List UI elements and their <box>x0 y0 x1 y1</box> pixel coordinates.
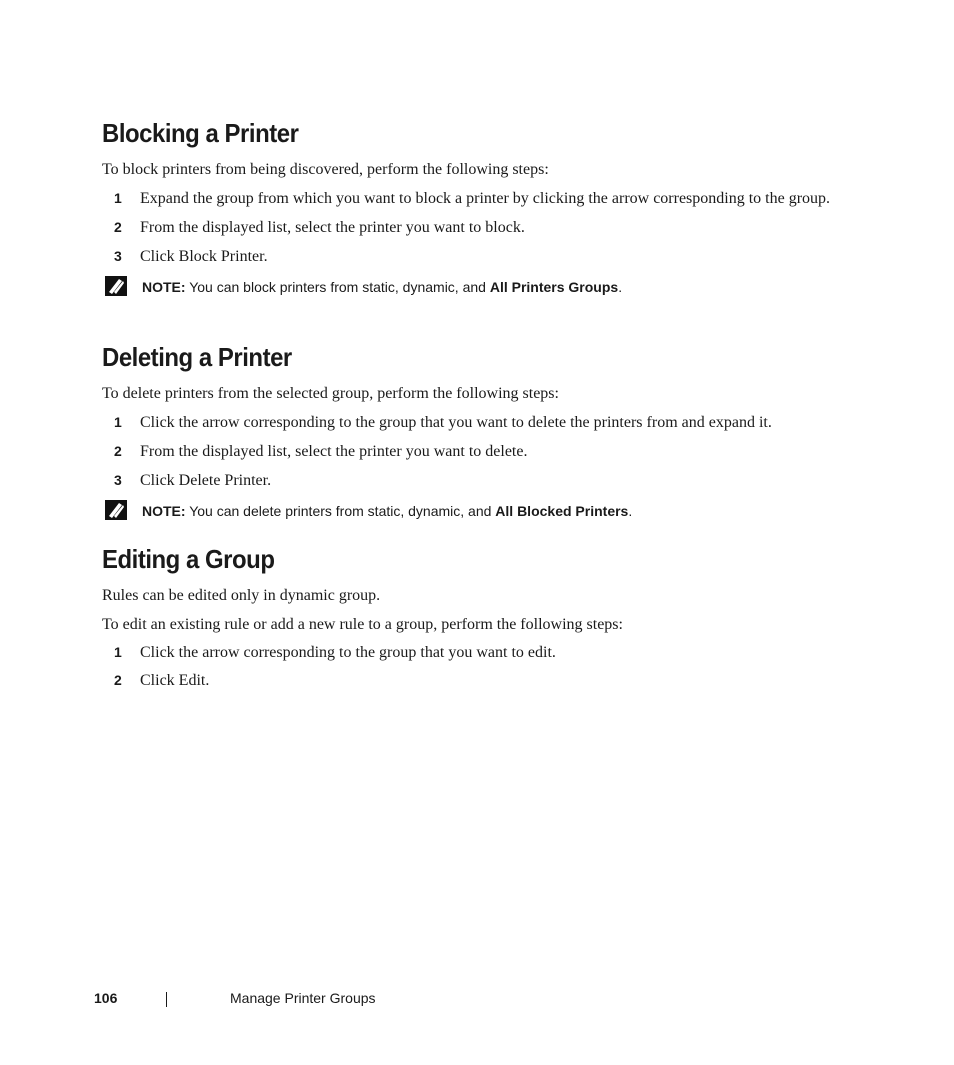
note-block <box>102 277 872 297</box>
step-text-pre: Click <box>140 672 179 689</box>
step-text-pre: Click <box>140 472 179 489</box>
step-text-post: . <box>267 472 272 489</box>
section-deleting-printer <box>102 342 882 521</box>
step-item <box>102 441 882 462</box>
intro-text: Rules can be edited only in dynamic group. <box>102 587 381 604</box>
intro-text: To block printers from being discovered, perform the following steps: <box>102 161 549 178</box>
note-emph: All Printers Groups <box>489 279 619 295</box>
note-pencil-icon <box>104 275 128 297</box>
ui-term-edit: Edit <box>178 672 206 689</box>
step-text: From the displayed list, select the printer you want to block. <box>140 219 525 236</box>
step-text-post: . <box>205 672 210 689</box>
page-number: 106 <box>94 990 118 1006</box>
step-item <box>102 412 882 433</box>
step-text: From the displayed list, select the printer you want to delete. <box>140 443 528 460</box>
section-blocking-printer <box>102 118 872 297</box>
heading-deleting-printer: Deleting a Printer <box>102 342 292 372</box>
intro-text-2: To edit an existing rule or add a new rule to a group, perform the following steps: <box>102 616 623 633</box>
note-label: NOTE: <box>142 503 186 519</box>
note-emph: All Blocked Printers <box>495 503 629 519</box>
step-text-pre: Click <box>140 248 179 265</box>
step-number: 3 <box>114 472 122 488</box>
ui-term-delete-printer: Delete Printer <box>178 472 268 489</box>
step-item <box>102 217 872 238</box>
step-number: 3 <box>114 248 122 264</box>
step-item <box>102 670 872 691</box>
section-editing-group <box>102 544 872 691</box>
step-number: 2 <box>114 443 122 459</box>
step-item <box>102 470 882 491</box>
note-text: You can block printers from static, dynamic, and <box>189 279 490 295</box>
note-end: . <box>628 503 633 519</box>
step-text: Click the arrow corresponding to the group that you want to edit. <box>140 644 556 661</box>
intro-text: To delete printers from the selected group, perform the following steps: <box>102 385 559 402</box>
step-text: Click the arrow corresponding to the group that you want to delete the printers from and expand it. <box>140 414 772 431</box>
heading-blocking-printer: Blocking a Printer <box>102 118 299 148</box>
note-pencil-icon <box>104 499 128 521</box>
step-number: 1 <box>114 644 122 660</box>
footer-separator <box>166 992 167 1007</box>
step-item <box>102 642 872 663</box>
note-end: . <box>618 279 623 295</box>
step-text-post: . <box>263 248 268 265</box>
step-item <box>102 246 872 267</box>
ui-term-block-printer: Block Printer <box>178 248 264 265</box>
note-text: You can delete printers from static, dynamic, and <box>189 503 496 519</box>
step-number: 2 <box>114 219 122 235</box>
note-label: NOTE: <box>142 279 186 295</box>
step-number: 2 <box>114 672 122 688</box>
heading-editing-group: Editing a Group <box>102 544 275 574</box>
chapter-title: Manage Printer Groups <box>230 990 376 1006</box>
step-number: 1 <box>114 414 122 430</box>
step-number: 1 <box>114 190 122 206</box>
note-block <box>102 501 882 521</box>
step-text: Expand the group from which you want to block a printer by clicking the arrow corresponding to the group. <box>140 190 831 207</box>
step-item <box>102 188 872 209</box>
